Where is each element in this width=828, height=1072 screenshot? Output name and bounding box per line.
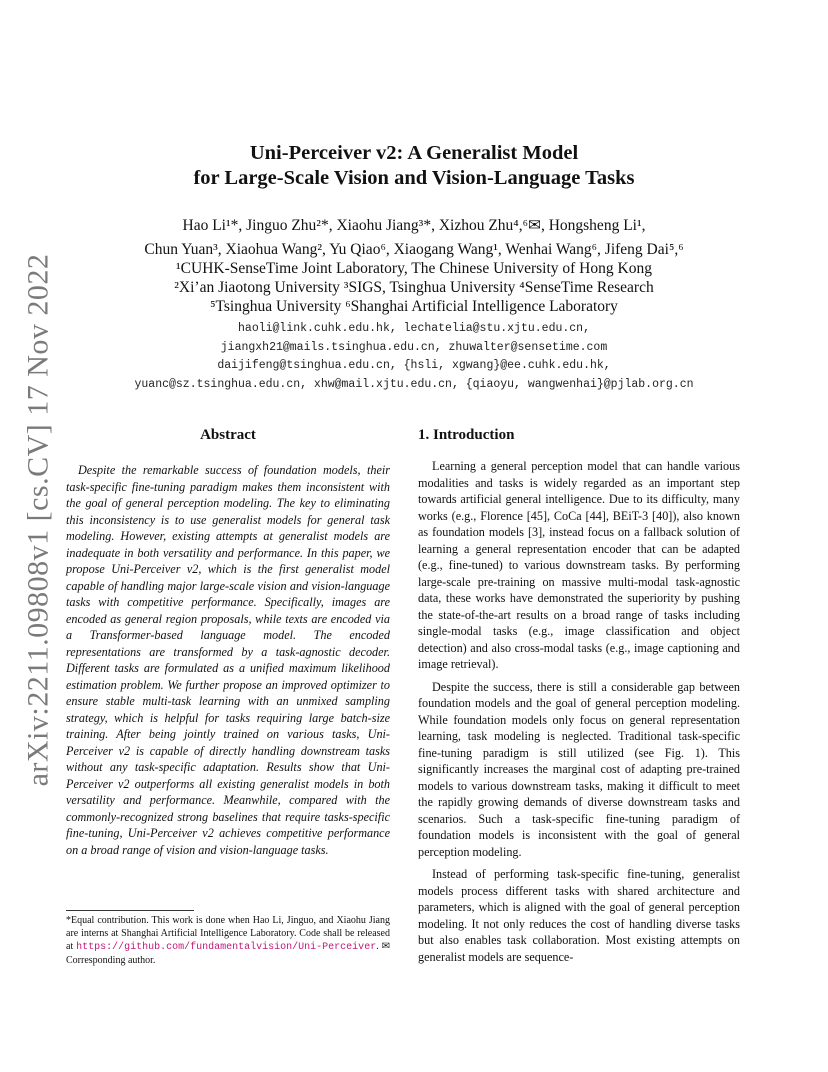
paper-title-line-1: Uni-Perceiver v2: A Generalist Model: [249, 142, 579, 164]
arxiv-stamp-text: arXiv:2211.09808v1 [cs.CV] 17 Nov 2022: [21, 253, 54, 787]
email-line-3: daijifeng@tsinghua.edu.cn, {hsli, xgwang}@ee.cuhk.edu.hk,: [217, 359, 611, 372]
abstract-heading: Abstract: [200, 427, 256, 443]
code-link[interactable]: https://github.com/fundamentalvision/Uni-Perceiver: [76, 942, 377, 953]
affiliation-line-2: ²Xi’an Jiaotong University ³SIGS, Tsinghua University ⁴SenseTime Research: [174, 279, 654, 296]
footnote-divider: [66, 910, 194, 911]
abstract-body: Despite the remarkable success of foundation models, their task-specific fine-tuning paradigm makes them inconsistent with the goal of general perception modeling. The key to eliminating this inconsistency is to use generalist models for general task modeling. However, existing attempts at generalist models are inadequate in both versatility and performance. In this paper, we propose Uni-Perceiver v2, which is the first generalist model capable of handling major large-scale vision and vision-language tasks with competitive performance. Specifically, images are encoded as general region proposals, while texts are encoded via a Transformer-based language model. The encoded representations are transformed by a task-agnostic decoder. Different tasks are formulated as a unified maximum likelihood estimation problem. We further propose an improved optimizer to ensure stable multi-task learning with an unmixed sampling strategy, which is helpful for tasks requiring large batch-size training. After being jointly trained on various tasks, Uni-Perceiver v2 is capable of directly handling downstream tasks without any task-specific adaptation. Results show that Uni-Perceiver v2 outperforms all existing generalist models in both versatility and performance. Meanwhile, compared with the commonly-recognized strong baselines that require tasks-specific fine-tuning, Uni-Perceiver v2 achieves competitive performance on a broad range of vision and vision-language tasks.: [66, 463, 390, 857]
footnote-tail: . ✉Corresponding author.: [66, 941, 390, 966]
email-line-4: yuanc@sz.tsinghua.edu.cn, xhw@mail.xjtu.edu.cn, {qiaoyu, wangwenhai}@pjlab.org.cn: [134, 378, 694, 391]
introduction-body: [418, 458, 740, 971]
authors-line-2: Chun Yuan³, Xiaohua Wang², Yu Qiao⁶, Xiaogang Wang¹, Wenhai Wang⁶, Jifeng Dai⁵,⁶: [144, 241, 684, 258]
footnote-text: *Equal contribution. This work is done when Hao Li, Jinguo, and Xiaohu Jiang are interns at Shanghai Artificial Intelligence Laboratory. Code shall be released at: [66, 915, 390, 952]
footnote: [66, 914, 390, 967]
affiliation-line-3: ⁵Tsinghua University ⁶Shanghai Artificial Intelligence Laboratory: [210, 298, 618, 315]
authors-line-1: Hao Li¹*, Jinguo Zhu²*, Xiaohu Jiang³*, Xizhou Zhu⁴,⁶✉, Hongsheng Li¹,: [182, 217, 646, 234]
email-line-2: jiangxh21@mails.tsinghua.edu.cn, zhuwalter@sensetime.com: [220, 341, 608, 354]
paper-title-line-2: for Large-Scale Vision and Vision-Language Tasks: [193, 167, 635, 189]
introduction-heading: 1. Introduction: [418, 427, 515, 443]
introduction-paragraph-1: Learning a general perception model that can handle various modalities and tasks is widely regarded as an important step towards artificial general intelligence. Due to its difficulty, many works (e.g., Florence [45], CoCa [44], BEiT-3 [40]), also known as foundation models [3], instead focus on a fallback solution of learning a general representation encoder that can be adapted (e.g., fine-tuned) to various downstream tasks. By performing large-scale pre-training on massive multi-modal task-agnostic data, these works have demonstrated the superiority by pushing the state-of-the-art results on a broad range of tasks including single-modal tasks (e.g., image classification and object detection) and also cross-modal tasks (e.g., image captioning and image retrieval).: [418, 459, 740, 671]
email-line-1: haoli@link.cuhk.edu.hk, lechatelia@stu.xjtu.edu.cn,: [238, 322, 590, 335]
affiliation-line-1: ¹CUHK-SenseTime Joint Laboratory, The Chinese University of Hong Kong: [176, 260, 652, 277]
introduction-paragraph-3: Instead of performing task-specific fine-tuning, generalist models process different tasks with shared architecture and parameters, which is aligned with the goal of general perception modeling. It not only reduces the cost of handling diverse tasks but also enables task collaboration. Most existing attempts on generalist models are sequence-: [418, 867, 740, 964]
introduction-paragraph-2: Despite the success, there is still a considerable gap between foundation models and the goal of general perception modeling. While foundation models only focus on general representation learning, task modeling is neglected. Traditional task-specific fine-tuning paradigm is still utilized (see Fig. 1). This significantly increases the marginal cost of adapting pre-trained models to various downstream tasks, making it difficult to meet the rapidly growing demands of diverse downstream tasks and scenarios. Such a task-specific fine-tuning paradigm of foundation models is inconsistent with the goal of general perception modeling.: [418, 679, 740, 859]
